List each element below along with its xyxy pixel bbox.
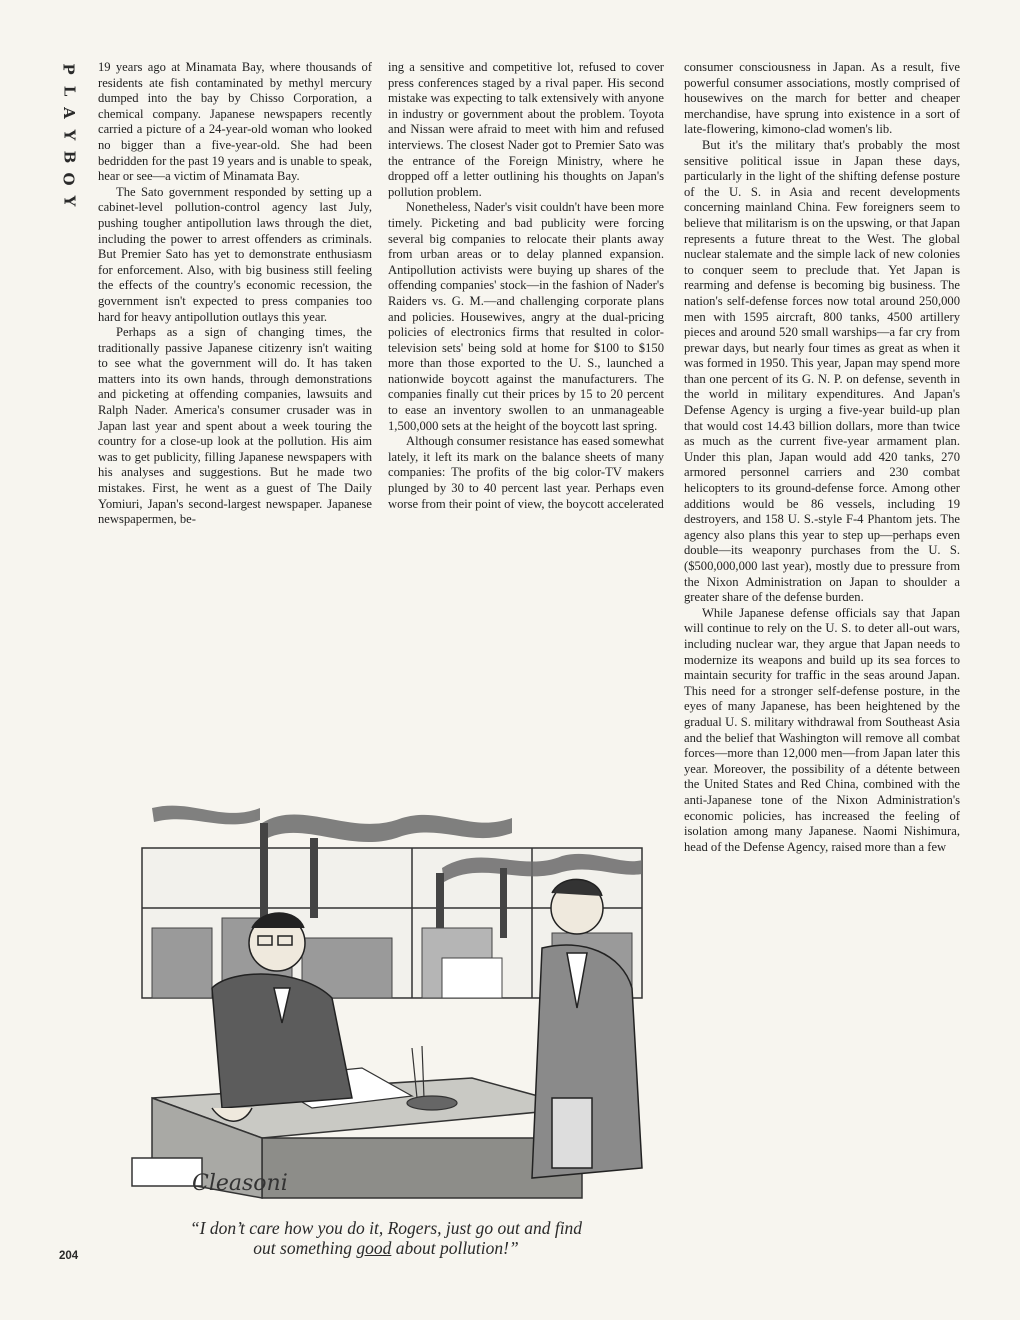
paragraph: But it's the military that's probably the most sensitive political issue in Japan these days, particularly in the light of the shifting defense posture of the U. S. in Asia and recent developments concerning mainland China. Few foreigners seem to believe that militarism is on the upswing, or that Japan represents a future threat to the West. The global nuclear stalemate and the simple lack of new colonies to conquer seem to preclude that. Yet Japan is rearming and defense is becoming big business. The nation's self-defense forces now total around 250,000 men with 1595 aircraft, 800 tanks, 4500 artillery pieces and around 520 small warships—a far cry from prewar days, but nearly four times as great as when it was formed in 1950. This year, Japan may spend more than one percent of its G. N. P. on defense, seventh in the world in military expenditures. And Japan's Defense Agency is urging a five-year build-up plan that would cost 14.43 billion dollars, more than twice as much as the current five-year armament plan. Under this plan, Japan would add 420 tanks, 270 armored personnel carriers and 230 combat helicopters to its ground-defense force. Among other additions would be 86 vessels, including 19 destroyers, and 158 U. S.-style F-4 Phantom jets. The agency also plans this year to step up—perhaps even double—its weaponry purchases from the U. S. ($500,000,000 last year), mostly due to pressure from the Nixon Administration on Japan to shoulder a greater share of the defense burden. bbox=[684, 137, 960, 605]
paragraph: consumer consciousness in Japan. As a result, five powerful consumer associations, mostly comprised of housewives on the march for better and cheaper merchandise, have sprung into existence in a sort of late-flowering, kimono-clad women's lib. bbox=[684, 60, 960, 137]
paragraph: 19 years ago at Minamata Bay, where thousands of residents ate fish contaminated by methyl mercury dumped into the bay by Chisso Corporation, a chemical company. Japanese newspapers recently carried a picture of a 24-year-old woman who looked no bigger than a five-year-old. She had been bedridden for the past 19 years and is unable to speak, hear or see—a victim of Minamata Bay. bbox=[98, 60, 372, 184]
text-column-1 bbox=[98, 60, 372, 528]
caption-line-2 bbox=[112, 1238, 660, 1258]
paragraph: Although consumer resistance has eased somewhat lately, it left its mark on the balance sheets of many companies: The profits of the big color-TV makers plunged by 30 to 40 percent last year. Perhaps even worse from their point of view, the boycott accelerated bbox=[388, 434, 664, 511]
paragraph: ing a sensitive and competitive lot, refused to cover press conferences staged by a rival paper. His second mistake was expecting to talk extensively with anyone in industry or government about the problem. Toyota and Nissan were afraid to meet with him and refused interviews. The closest Nader got to Premier Sato was the entrance of the Foreign Ministry, where he dropped off a letter outlining his thoughts on Japan's pollution problem. bbox=[388, 60, 664, 199]
logo-letter: L bbox=[59, 85, 78, 97]
cartoon-caption bbox=[112, 1218, 660, 1258]
paragraph: The Sato government responded by setting up a cabinet-level pollution-control agency last July, pushing tougher antipollution laws through the diet, including the power to arrest offenders as criminals. But Premier Sato has yet to demonstrate enthusiasm for enforcement. Also, with big business still feeling the effects of the country's economic recession, the government isn't expected to press companies too hard for heavy antipollution outlays this year. bbox=[98, 184, 372, 324]
paragraph: Nonetheless, Nader's visit couldn't have been more timely. Picketing and bad publicity were forcing several big companies to relocate their plants away from urban areas or to delay planned expansion. Antipollution activists were buying up shares of the offending companies' stock—in the fashion of Nader's Raiders vs. G. M.—and challenging corporate plans and policies. Housewives, angry at the dual-pricing policies of electronics firms that resulted in color-television sets' being sold at home for $100 to $150 more than those exported to the U. S., launched a nationwide boycott against the manufacturers. The companies finally cut their prices by 15 to 20 percent to ease an inventory swollen to an unmanageable 1,500,000 sets at the height of the boycott last spring. bbox=[388, 200, 664, 433]
logo-letter: Y bbox=[60, 129, 78, 141]
caption-text: about pollution!” bbox=[391, 1238, 519, 1258]
caption-text: out something bbox=[253, 1238, 357, 1258]
logo-letter: P bbox=[60, 63, 78, 75]
cartoon-illustration bbox=[112, 778, 660, 1208]
logo-letter: O bbox=[59, 172, 78, 186]
cartoonist-signature: Cleasoni bbox=[192, 1171, 288, 1196]
logo-letter: A bbox=[59, 107, 78, 119]
page-number: 204 bbox=[59, 1250, 79, 1262]
text-column-3 bbox=[684, 60, 960, 1280]
logo-letter: B bbox=[60, 150, 78, 164]
magazine-logo-vertical bbox=[58, 58, 80, 212]
caption-underlined-word: good bbox=[356, 1238, 392, 1258]
text-column-2 bbox=[388, 60, 664, 512]
paragraph: Perhaps as a sign of changing times, the traditionally passive Japanese citizenry isn't waiting to see what the government will do. It has taken matters into its own hands, through demonstrations and picketing at offending companies, lawsuits and Ralph Nader. America's consumer crusader was in Japan last year and spent about a week touring the country for a close-up look at the pollution. His aim was to get publicity, filling Japanese newspapers with his analyses and suggestions. But he made two mistakes. First, he went as a guest of The Daily Yomiuri, Japan's second-largest newspaper. Japanese newspapermen, be- bbox=[98, 325, 372, 527]
paragraph: While Japanese defense officials say that Japan will continue to rely on the U. S. to deter all-out wars, including nuclear war, they argue that Japan needs to modernize its weapons and build up its sea forces to maintain security for traffic in the seas around Japan. This need for a stronger self-defense posture, in the eyes of many Japanese, has been heightened by the gradual U. S. military withdrawal from Southeast Asia and the belief that Washington will remove all combat forces—more than 12,000 men—from Japan later this year. Moreover, the possibility of a détente between the United States and Red China, combined with the anti-Japanese tone of the Nixon Administration's economic policies, has increased the feeling of isolation among many Japanese. Naomi Nishimura, head of the Defense Agency, raised more than a few bbox=[684, 605, 960, 854]
logo-letter: Y bbox=[60, 195, 78, 207]
caption-line-1: “I don’t care how you do it, Rogers, just go out and find bbox=[189, 1218, 583, 1238]
